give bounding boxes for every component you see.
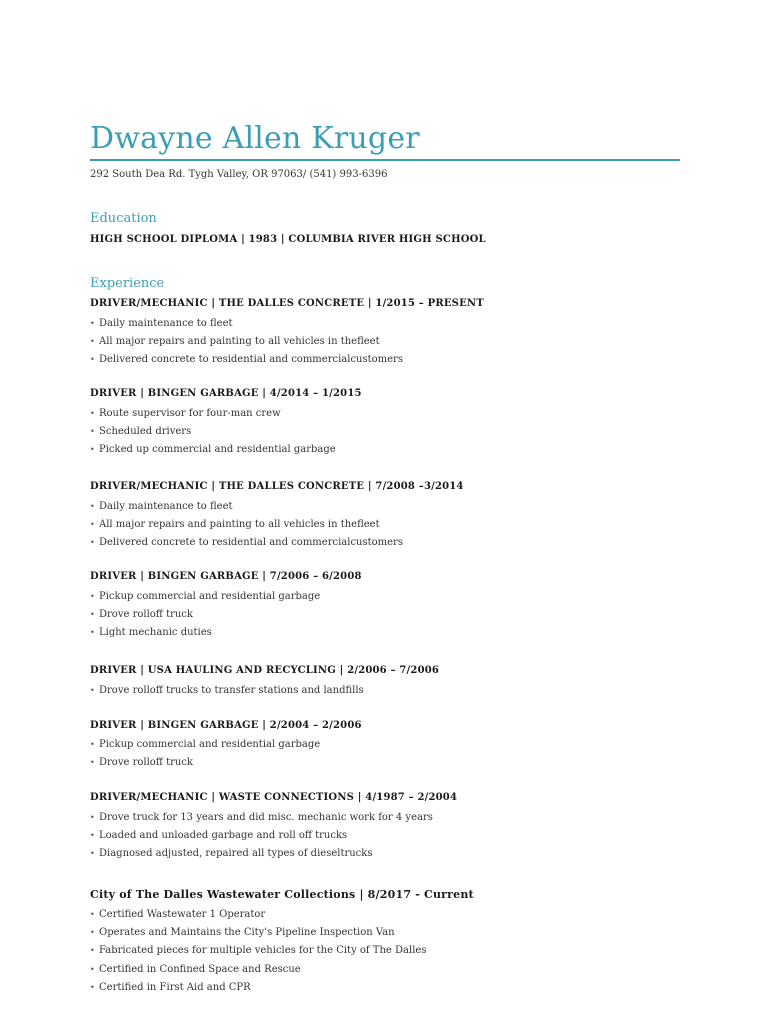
bullet-icon: •: [90, 520, 95, 530]
bullet-icon: •: [90, 502, 95, 511]
bullet-icon: •: [90, 813, 95, 822]
job-title: DRIVER | USA HAULING AND RECYCLING | 2/2006 – 7/2006: [90, 665, 440, 676]
job-bullets: [90, 809, 433, 864]
bullet-icon: •: [90, 910, 95, 919]
bullet-icon: •: [90, 831, 95, 841]
job-title: DRIVER | BINGEN GARBAGE | 4/2014 – 1/2015: [90, 388, 362, 399]
bullet-item: • All major repairs and painting to all vehicles in thefleet: [90, 333, 403, 351]
job-bullets: [90, 498, 403, 553]
bullet-icon: •: [90, 758, 95, 768]
bullet-item: • Scheduled drivers: [90, 423, 336, 441]
job-bullets: [90, 315, 403, 370]
bullet-icon: •: [90, 319, 95, 328]
bullet-item: • Pickup commercial and residential garbage: [90, 588, 320, 606]
job-title: DRIVER/MECHANIC | THE DALLES CONCRETE | 1/2015 – PRESENT: [90, 298, 484, 309]
job-title: DRIVER/MECHANIC | WASTE CONNECTIONS | 4/1987 – 2/2004: [90, 792, 458, 803]
job-bullets: [90, 906, 426, 997]
bullet-item: • Delivered concrete to residential and commercialcustomers: [90, 351, 403, 369]
bullet-icon: •: [90, 964, 95, 974]
job-bullets: [90, 682, 364, 700]
header-divider: [90, 159, 680, 161]
bullet-icon: •: [90, 928, 95, 938]
bullet-item: • Certified in First Aid and CPR: [90, 979, 426, 997]
job-title: DRIVER | BINGEN GARBAGE | 7/2006 – 6/2008: [90, 571, 362, 582]
job-title: DRIVER/MECHANIC | THE DALLES CONCRETE | 7/2008 –3/2014: [90, 481, 464, 492]
bullet-item: • Delivered concrete to residential and commercialcustomers: [90, 534, 403, 552]
bullet-item: • Loaded and unloaded garbage and roll off trucks: [90, 827, 433, 845]
bullet-item: • Light mechanic duties: [90, 624, 320, 642]
bullet-item: • Drove rolloff truck: [90, 754, 320, 772]
bullet-icon: •: [90, 740, 95, 749]
bullet-icon: •: [90, 946, 95, 956]
bullet-icon: •: [90, 686, 95, 695]
bullet-item: • Certified in Confined Space and Rescue: [90, 961, 426, 979]
job-bullets: [90, 405, 336, 460]
bullet-icon: •: [90, 445, 95, 455]
bullet-item: • Daily maintenance to fleet: [90, 498, 403, 516]
bullet-item: • Route supervisor for four-man crew: [90, 405, 336, 423]
bullet-item: • Picked up commercial and residential garbage: [90, 441, 336, 459]
job-title: City of The Dalles Wastewater Collections | 8/2017 - Current: [90, 888, 474, 901]
bullet-item: • Daily maintenance to fleet: [90, 315, 403, 333]
bullet-item: • Diagnosed adjusted, repaired all types of dieseltrucks: [90, 845, 433, 863]
bullet-item: • Certified Wastewater 1 Operator: [90, 906, 426, 924]
bullet-icon: •: [90, 409, 95, 418]
bullet-icon: •: [90, 337, 95, 347]
bullet-icon: •: [90, 610, 95, 620]
bullet-item: • Operates and Maintains the City's Pipeline Inspection Van: [90, 924, 426, 942]
bullet-item: • Fabricated pieces for multiple vehicles for the City of The Dalles: [90, 942, 426, 960]
bullet-item: • Pickup commercial and residential garbage: [90, 736, 320, 754]
bullet-icon: •: [90, 849, 95, 859]
bullet-icon: •: [90, 982, 95, 992]
education-heading: Education: [90, 211, 157, 226]
candidate-name: Dwayne Allen Kruger: [90, 121, 420, 156]
bullet-icon: •: [90, 538, 95, 548]
job-bullets: [90, 588, 320, 643]
contact-line: 292 South Dea Rd. Tygh Valley, OR 97063/ (541) 993-6396: [90, 169, 388, 180]
job-bullets: [90, 736, 320, 772]
bullet-icon: •: [90, 355, 95, 365]
bullet-icon: •: [90, 427, 95, 437]
bullet-item: • Drove rolloff truck: [90, 606, 320, 624]
bullet-icon: •: [90, 592, 95, 601]
bullet-icon: •: [90, 628, 95, 638]
bullet-item: • Drove rolloff trucks to transfer stations and landfills: [90, 682, 364, 700]
experience-heading: Experience: [90, 276, 165, 291]
bullet-item: • Drove truck for 13 years and did misc. mechanic work for 4 years: [90, 809, 433, 827]
education-entry: HIGH SCHOOL DIPLOMA | 1983 | COLUMBIA RIVER HIGH SCHOOL: [90, 234, 486, 245]
job-title: DRIVER | BINGEN GARBAGE | 2/2004 – 2/2006: [90, 720, 362, 731]
bullet-item: • All major repairs and painting to all vehicles in thefleet: [90, 516, 403, 534]
